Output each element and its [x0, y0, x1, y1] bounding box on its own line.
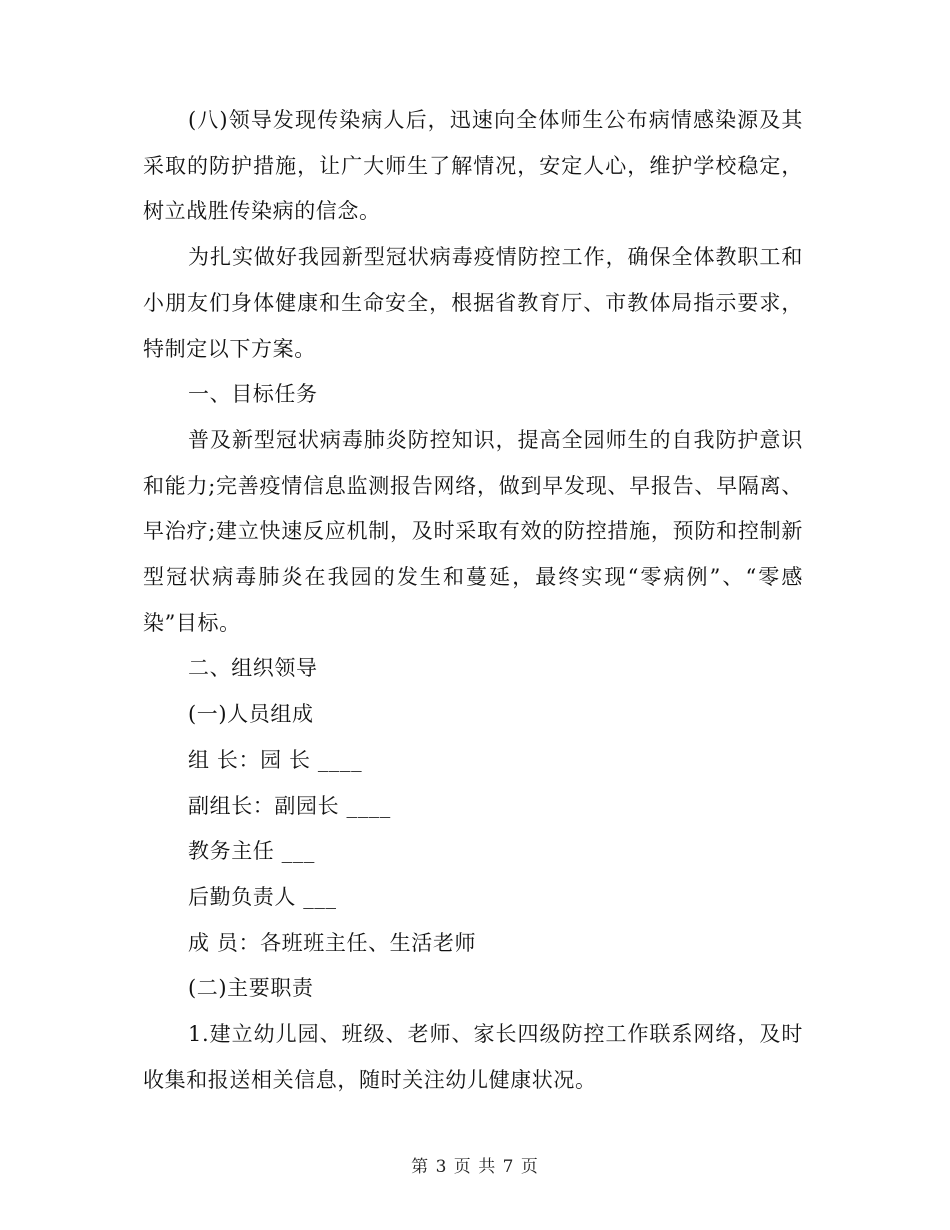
list-item: 教务主任 ___: [188, 839, 315, 864]
paragraph: (八)领导发现传染病人后，迅速向全体师生公布病情感染源及其采取的防护措施，让广大师生了解情况，安定人心，维护学校稳定，树立战胜传染病的信念。: [143, 108, 803, 224]
subsection-heading: (一)人员组成: [188, 702, 314, 727]
page-number: 第 3 页 共 7 页: [411, 1157, 539, 1177]
section-heading: 二、组织领导: [188, 656, 318, 681]
list-item: 副组长：副园长 ____: [188, 793, 391, 818]
list-item: 成 员：各班班主任、生活老师: [188, 930, 477, 955]
paragraph: 为扎实做好我园新型冠状病毒疫情防控工作，确保全体教职工和小朋友们身体健康和生命安全，根据省教育厅、市教体局指示要求，特制定以下方案。: [143, 245, 803, 361]
list-item: 组 长：园 长 ____: [188, 747, 363, 772]
list-item: 后勤负责人 ___: [188, 884, 337, 909]
paragraph: 1.建立幼儿园、班级、老师、家长四级防控工作联系网络，及时收集和报送相关信息，随时关注幼儿健康状况。: [143, 1022, 803, 1092]
paragraph: 普及新型冠状病毒肺炎防控知识，提高全园师生的自我防护意识和能力;完善疫情信息监测报告网络，做到早发现、早报告、早隔离、早治疗;建立快速反应机制，及时采取有效的防控措施，预防和控制新型冠状病毒肺炎在我园的发生和蔓延，最终实现“零病例”、“零感染”目标。: [143, 427, 803, 635]
section-heading: 一、目标任务: [188, 382, 318, 407]
subsection-heading: (二)主要职责: [188, 976, 314, 1001]
document-body: [143, 98, 803, 1103]
